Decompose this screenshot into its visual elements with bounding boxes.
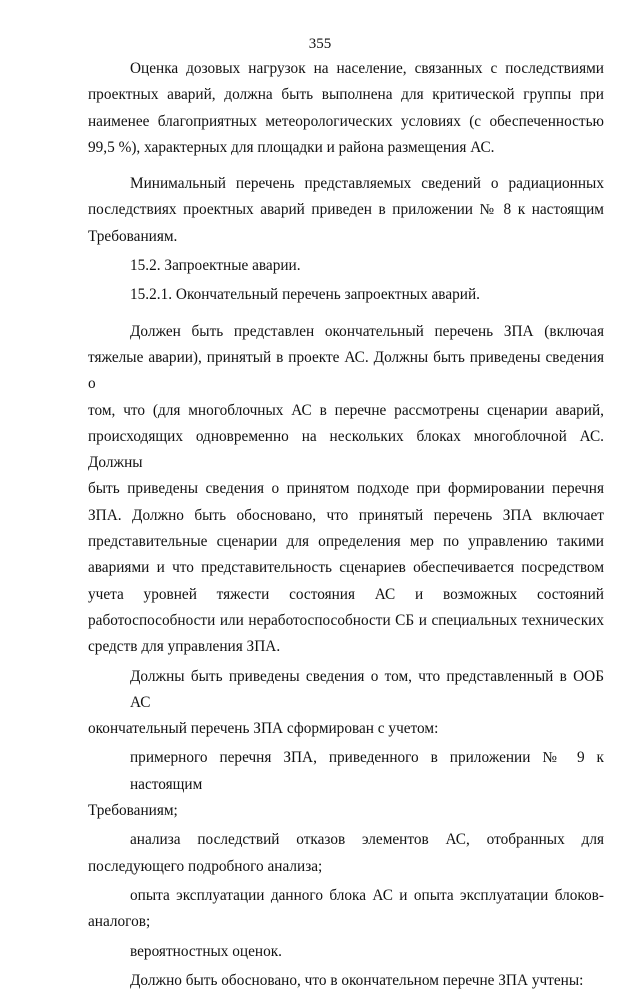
text-line: 99,5 %), характерных для площадки и района размещения АС.: [88, 138, 495, 156]
text-line: вероятностных оценок.: [130, 942, 282, 960]
text-line: наименее благоприятных метеорологических условиях (с обеспеченностью: [88, 112, 604, 130]
text-line: тяжелые аварии), принятый в проекте АС. Должны быть приведены сведения о: [88, 348, 604, 393]
text-line: 15.2.1. Окончательный перечень запроектных аварий.: [130, 286, 480, 304]
text-line: окончательный перечень ЗПА сформирован с учетом:: [88, 720, 439, 738]
text-line: проектных аварий, должна быть выполнена для критической группы при: [88, 86, 604, 104]
page-number: 355: [308, 36, 332, 52]
text-line: происходящих одновременно на нескольких блоках многоблочной АС. Должны: [88, 427, 604, 472]
text-line: том, что (для многоблочных АС в перечне рассмотрены сценарии аварий,: [88, 401, 604, 419]
list-item-operating-experience: [88, 883, 604, 936]
list-item-failure-analysis: [88, 827, 604, 880]
text-line: опыта эксплуатации данного блока АС и опыта эксплуатации блоков-: [130, 886, 604, 904]
text-line: учета уровней тяжести состояния АС и возможных состояний: [88, 585, 604, 603]
text-line: Требованиям.: [88, 227, 178, 245]
list-item-probabilistic: [88, 939, 604, 965]
section-heading-15-2-1: [88, 282, 604, 308]
text-line: работоспособности или неработоспособности СБ и специальных технических: [88, 611, 604, 629]
text-line: анализа последствий отказов элементов АС, отобранных для: [130, 831, 604, 849]
text-line: представительные сценарии для определения мер по управлению такими: [88, 533, 604, 551]
text-line: авариями и что представительность сценариев обеспечивается посредством: [88, 559, 604, 577]
text-line: Должно быть обосновано, что в окончательном перечне ЗПА учтены:: [130, 971, 584, 989]
text-line: быть приведены сведения о принятом подходе при формировании перечня: [88, 480, 604, 498]
text-line: 15.2. Запроектные аварии.: [130, 257, 301, 275]
text-line: аналогов;: [88, 913, 151, 931]
paragraph-list-basis: [88, 664, 604, 743]
text-line: последующего подробного анализа;: [88, 857, 323, 875]
text-line: ЗПА. Должно быть обосновано, что принятый перечень ЗПА включает: [88, 506, 604, 524]
text-line: примерного перечня ЗПА, приведенного в приложении № 9 к настоящим: [130, 749, 604, 793]
text-line: Минимальный перечень представляемых сведений о радиационных: [130, 175, 604, 193]
text-line: Оценка дозовых нагрузок на население, связанных с последствиями: [130, 60, 604, 77]
section-heading-15-2: [88, 253, 604, 279]
text-line: Должен быть представлен окончательный перечень ЗПА (включая: [130, 322, 604, 340]
text-line: Требованиям;: [88, 802, 178, 820]
paragraph-justification: [88, 968, 604, 994]
text-line: Должны быть приведены сведения о том, что представленный в ООБ АС: [130, 667, 604, 711]
paragraph-dose-assessment: [88, 56, 604, 161]
text-line: последствиях проектных аварий приведен в приложении № 8 к настоящим: [88, 201, 604, 219]
paragraph-minimum-list: [88, 171, 604, 250]
text-line: средств для управления ЗПА.: [88, 638, 281, 656]
paragraph-final-list: [88, 319, 604, 661]
list-item-sample-list: [88, 745, 604, 824]
document-body: [88, 56, 604, 994]
